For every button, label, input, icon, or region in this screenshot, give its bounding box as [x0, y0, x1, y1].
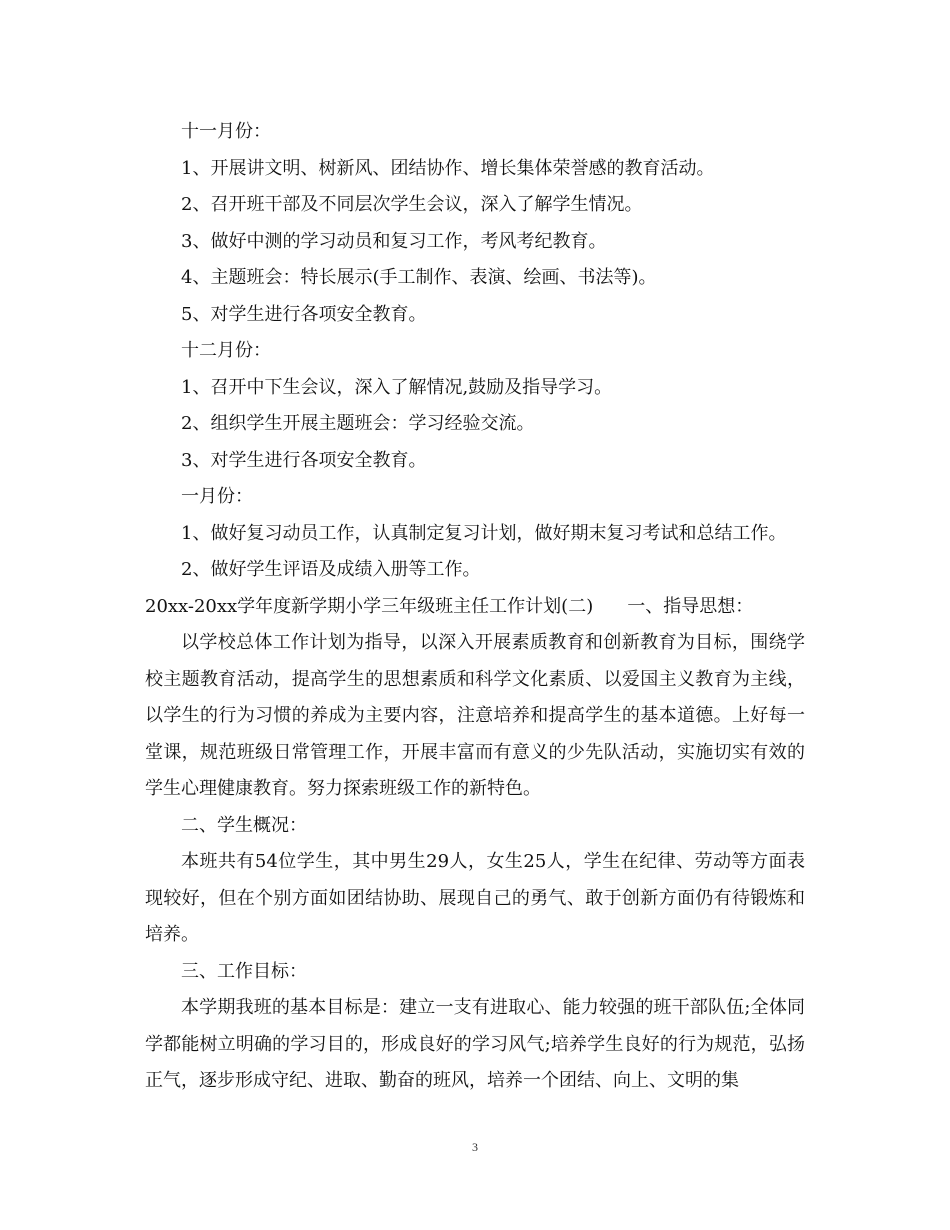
december-item-2: 2、组织学生开展主题班会：学习经验交流。 — [181, 413, 535, 434]
december-item-3: 3、对学生进行各项安全教育。 — [181, 449, 427, 471]
section2-heading: 二、学生概况： — [181, 814, 307, 836]
november-item-4: 4、主题班会：特长展示(手工制作、表演、绘画、书法等)。 — [181, 267, 657, 288]
november-item-1: 1、开展讲文明、树新风、团结协作、增长集体荣誉感的教育活动。 — [181, 157, 715, 179]
january-item-2: 2、做好学生评语及成绩入册等工作。 — [181, 559, 481, 580]
plan-title-line — [145, 589, 805, 626]
december-heading: 十二月份： — [181, 340, 271, 361]
section1-body: 以学校总体工作计划为指导，以深入开展素质教育和创新教育为目标，围绕学校主题教育活动，提高学生的思想素质和科学文化素质、以爱国主义教育为主线，以学生的行为习惯的养成为主要内容，注意培养和提高学生的基本道德。上好每一堂课，规范班级日常管理工作，开展丰富而有意义的少先队活动，实施切实有效的学生心理健康教育。努力探索班级工作的新特色。 — [145, 632, 805, 799]
section3-heading: 三、工作目标： — [181, 960, 307, 982]
plan-title: 20xx-20xx学年度新学期小学三年级班主任工作计划(二) — [145, 595, 594, 617]
document-body — [145, 114, 805, 1100]
january-item-1: 1、做好复习动员工作，认真制定复习计划，做好期末复习考试和总结工作。 — [181, 522, 787, 544]
november-item-2: 2、召开班干部及不同层次学生会议，深入了解学生情况。 — [181, 194, 643, 215]
november-item-3: 3、做好中测的学习动员和复习工作，考风考纪教育。 — [181, 230, 607, 252]
section1-heading: 一、指导思想： — [627, 595, 754, 617]
section2-body: 本班共有54位学生，其中男生29人，女生25人，学生在纪律、劳动等方面表现较好，但在个别方面如团结协助、展现自己的勇气、敢于创新方面仍有待锻炼和培养。 — [145, 851, 805, 945]
page-number: 3 — [472, 1140, 478, 1154]
november-item-5: 5、对学生进行各项安全教育。 — [181, 303, 427, 325]
section3-body: 本学期我班的基本目标是：建立一支有进取心、能力较强的班干部队伍;全体同学都能树立明确的学习目的，形成良好的学习风气;培养学生良好的行为规范，弘扬正气，逐步形成守纪、进取、勤奋的班风，培养一个团结、向上、文明的集 — [145, 997, 805, 1091]
november-heading: 十一月份： — [181, 121, 271, 142]
december-item-1: 1、召开中下生会议，深入了解情况,鼓励及指导学习。 — [181, 376, 613, 398]
january-heading: 一月份： — [181, 486, 253, 507]
